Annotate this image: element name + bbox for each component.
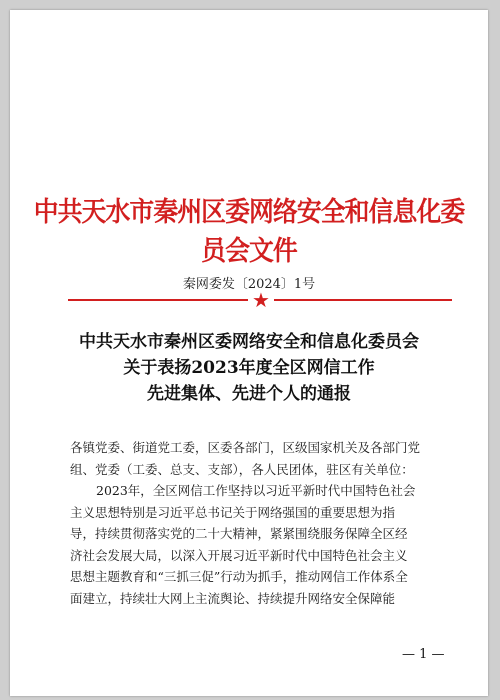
body-paragraph-line-5: 思想主题教育和“三抓三促”行动为抓手，推动网信工作体系全 (70, 569, 408, 584)
recipients-line-1: 各镇党委、街道党工委，区委各部门，区级国家机关及各部门党 (70, 440, 421, 455)
document-header-title: 中共天水市秦州区委网络安全和信息化委员会文件 (33, 197, 465, 267)
page-number: — 1 — (402, 647, 445, 662)
body-paragraph-line-2: 主义思想特别是习近平总书记关于网络强国的重要思想为指 (70, 504, 396, 520)
notice-title-line-1: 中共天水市秦州区委网络安全和信息化委员会 (79, 332, 419, 352)
notice-title-line-2: 关于表扬2023年度全区网信工作 (123, 358, 375, 378)
recipients-line-2: 组、党委（工委、总支、支部），各人民团体，驻区有关单位： (70, 461, 414, 477)
notice-body (70, 437, 456, 609)
document-number: 秦网委发〔2024〕1号 (182, 277, 316, 292)
body-paragraph-line-6: 面建立，持续壮大网上主流舆论、持续提升网络安全保障能 (70, 590, 396, 606)
notice-title (10, 329, 488, 407)
body-paragraph-line-3: 导，持续贯彻落实党的二十大精神，紧紧围绕服务保障全区经 (70, 526, 408, 541)
body-paragraph-line-4: 济社会发展大局，以深入开展习近平新时代中国特色社会主义 (70, 547, 408, 563)
document-page (10, 10, 488, 696)
red-rule-right (274, 299, 452, 301)
notice-title-line-3: 先进集体、先进个人的通报 (147, 384, 351, 404)
red-rule-left (68, 299, 248, 301)
red-star-icon: ★ (252, 288, 270, 312)
body-paragraph-line-1: 2023年，全区网信工作坚持以习近平新时代中国特色社会 (96, 483, 416, 498)
